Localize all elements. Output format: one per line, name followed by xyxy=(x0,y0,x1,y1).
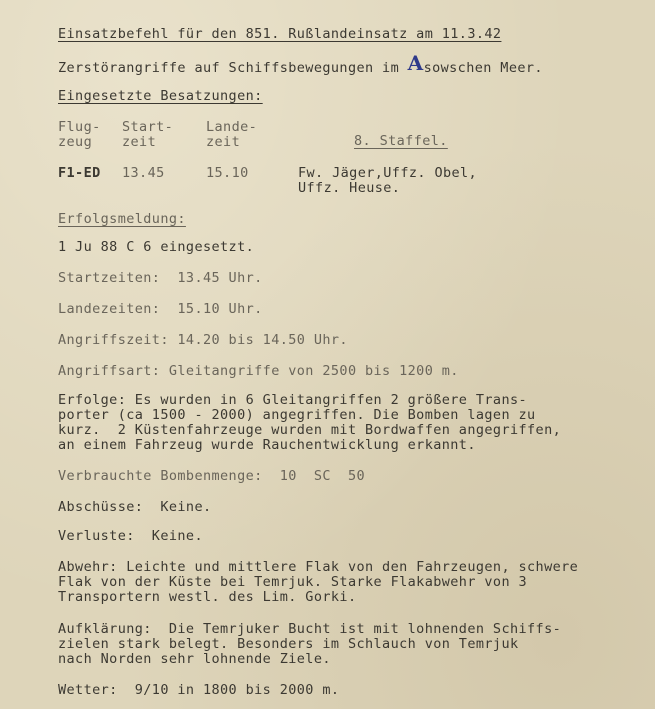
erfolge-line-2: porter (ca 1500 - 2000) angegriffen. Die Bomben lagen zu xyxy=(58,407,536,423)
erfolge-line-4: an einem Fahrzeug wurde Rauchentwicklung erkannt. xyxy=(58,437,476,453)
aufklaerung-line-3: nach Norden sehr lohnende Ziele. xyxy=(58,651,331,667)
header-startzeit xyxy=(122,120,173,150)
header-landezeit-line2: zeit xyxy=(206,134,241,150)
wetter-line: Wetter: 9/10 in 1800 bis 2000 m. xyxy=(58,682,340,698)
crew-heading: Eingesetzte Besatzungen: xyxy=(58,88,263,104)
landezeiten-line: Landezeiten: 15.10 Uhr. xyxy=(58,301,263,317)
abwehr-line-2: Flak von der Küste bei Temrjuk. Starke Flakabwehr von 3 xyxy=(58,574,528,590)
header-landezeit xyxy=(206,120,257,150)
row-crew-line2: Uffz. Heuse. xyxy=(298,180,401,196)
aufklaerung-line-2: zielen stark belegt. Besonders im Schlauch von Temrjuk xyxy=(58,636,519,652)
abwehr-line-1: Abwehr: Leichte und mittlere Flak von den Fahrzeugen, schwere xyxy=(58,559,579,575)
header-startzeit-line2: zeit xyxy=(122,134,157,150)
abwehr-line-3: Transportern westl. des Lim. Gorki. xyxy=(58,589,357,605)
header-staffel: 8. Staffel. xyxy=(354,133,448,149)
angriffszeit-line: Angriffszeit: 14.20 bis 14.50 Uhr. xyxy=(58,332,348,348)
aufklaerung-line-1: Aufklärung: Die Temrjuker Bucht ist mit lohnenden Schiffs- xyxy=(58,621,562,637)
row-landezeit: 15.10 xyxy=(206,165,249,181)
verluste-line: Verluste: Keine. xyxy=(58,528,203,544)
document-subtitle xyxy=(58,51,543,76)
header-flugzeug-line1: Flug- xyxy=(58,119,101,135)
header-flugzeug xyxy=(58,120,101,150)
abschuesse-line: Abschüsse: Keine. xyxy=(58,499,212,515)
startzeiten-line: Startzeiten: 13.45 Uhr. xyxy=(58,270,263,286)
subtitle-text-after: sowschen Meer. xyxy=(423,60,543,76)
erfolge-line-1: Erfolge: Es wurden in 6 Gleitangriffen 2 größere Trans- xyxy=(58,392,528,408)
erfolge-line-3: kurz. 2 Küstenfahrzeuge wurden mit Bordwaffen angegriffen, xyxy=(58,422,562,438)
aircraft-line: 1 Ju 88 C 6 eingesetzt. xyxy=(58,239,255,255)
header-landezeit-line1: Lande- xyxy=(206,119,258,135)
header-startzeit-line1: Start- xyxy=(122,119,174,135)
document-title: Einsatzbefehl für den 851. Rußlandeinsatz am 11.3.42 xyxy=(58,26,502,42)
header-flugzeug-line2: zeug xyxy=(58,134,93,150)
row-crew-line1: Fw. Jäger,Uffz. Obel, xyxy=(298,165,478,181)
row-flugzeug: F1-ED xyxy=(58,165,101,181)
handwritten-correction: A xyxy=(407,51,424,75)
bombenmenge-line: Verbrauchte Bombenmenge: 10 SC 50 xyxy=(58,468,365,484)
row-startzeit: 13.45 xyxy=(122,165,165,181)
angriffsart-line: Angriffsart: Gleitangriffe von 2500 bis 1200 m. xyxy=(58,363,459,379)
report-heading: Erfolgsmeldung: xyxy=(58,211,186,227)
subtitle-text-before: Zerstörangriffe auf Schiffsbewegungen im xyxy=(58,60,408,76)
row-crew xyxy=(298,166,477,196)
